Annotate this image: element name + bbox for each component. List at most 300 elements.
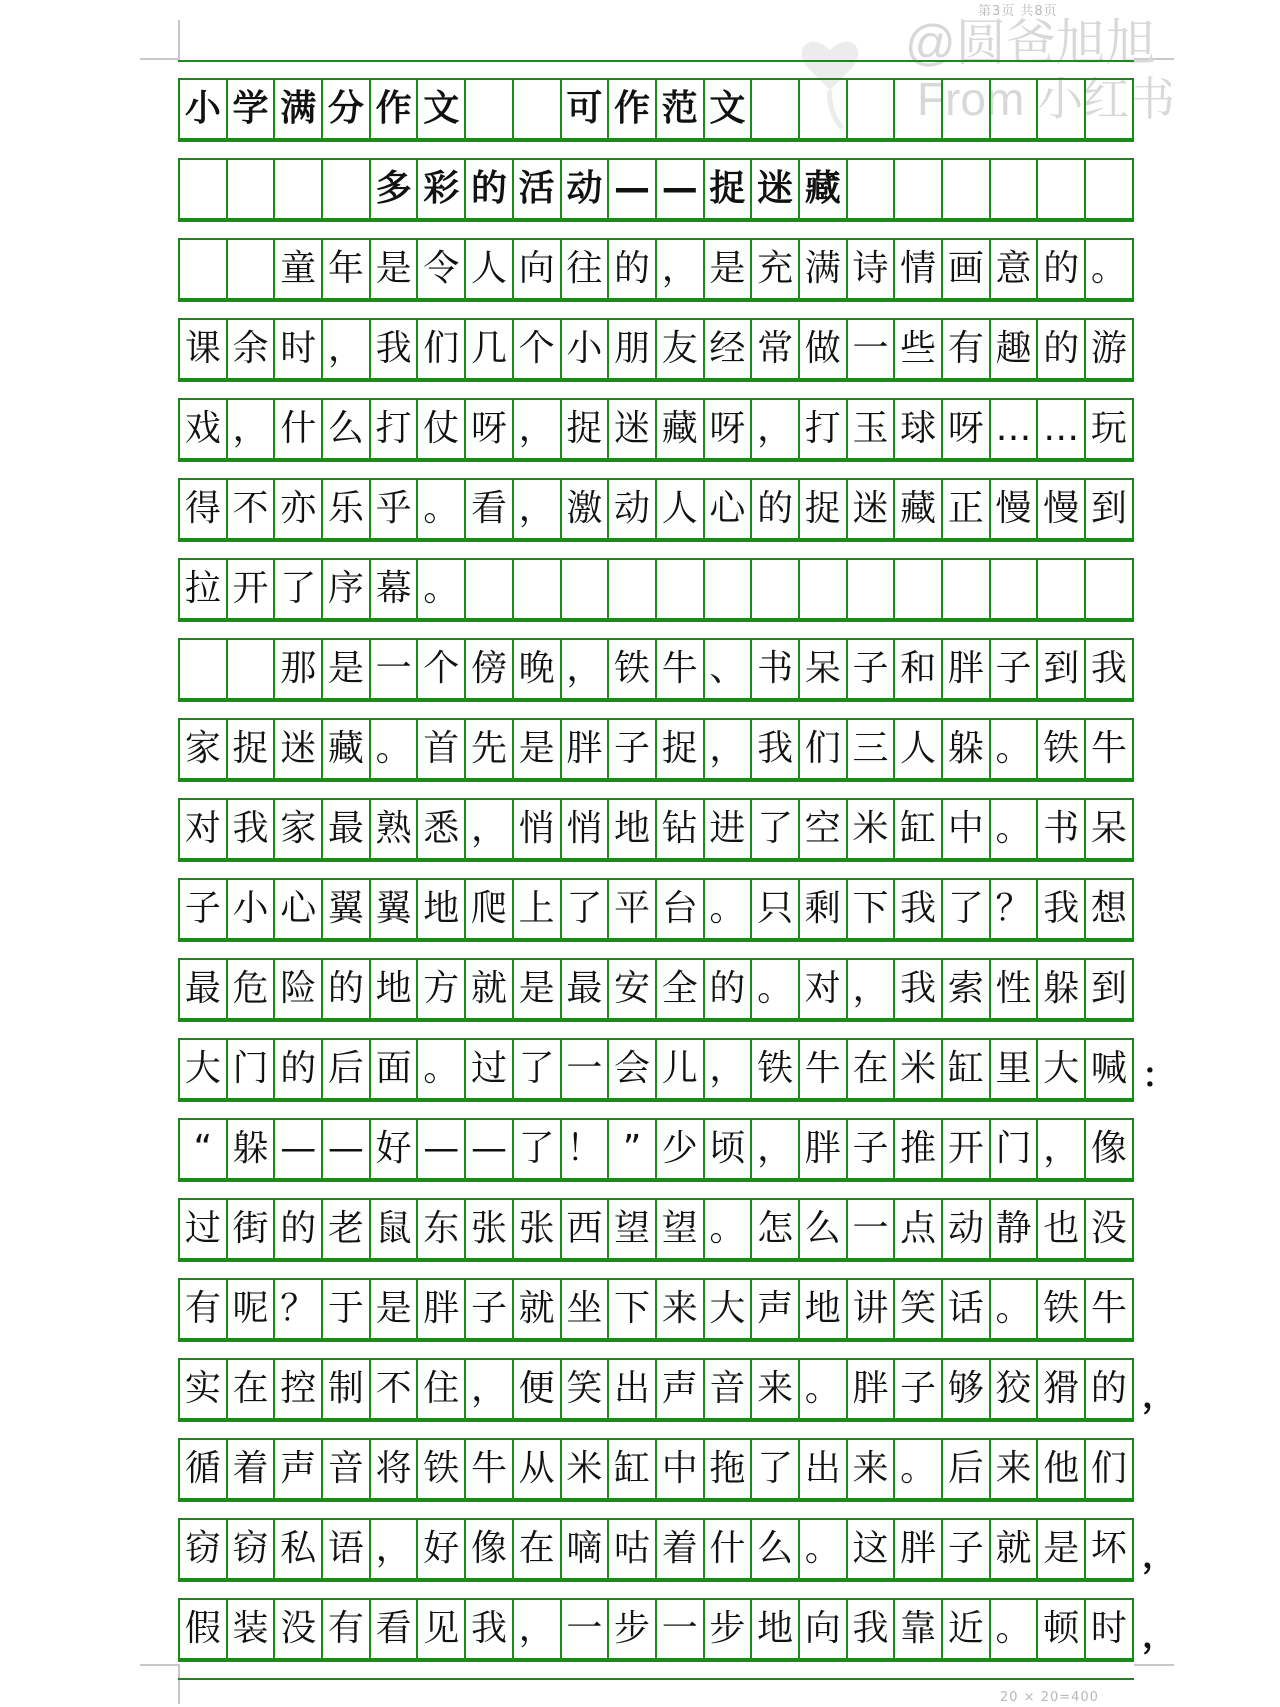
grid-cell: 戏: [180, 400, 228, 458]
grid-cell: 游: [1086, 320, 1134, 378]
grid-cell: 张: [466, 1200, 514, 1258]
grid-cell: 牛: [1086, 720, 1134, 778]
grid-cell: 进: [705, 800, 753, 858]
grid-cell: 时: [275, 320, 323, 378]
grid-cell: [943, 560, 991, 618]
grid-cell: 人: [466, 240, 514, 298]
grid-cell: —: [609, 160, 657, 218]
grid-cell: 于: [323, 1280, 371, 1338]
grid-row: [178, 478, 1134, 540]
grid-cell: 们: [1086, 1440, 1134, 1498]
grid-cell: 。: [991, 720, 1039, 778]
grid-cell: 近: [943, 1600, 991, 1658]
grid-cell: 了: [752, 800, 800, 858]
grid-cell: 音: [323, 1440, 371, 1498]
grid-cell: 们: [800, 720, 848, 778]
grid-cell: 乐: [323, 480, 371, 538]
grid-cell: 只: [752, 880, 800, 938]
grid-cell: —: [657, 160, 705, 218]
grid-cell: [657, 560, 705, 618]
grid-band: [178, 60, 1134, 140]
grid-cell: 他: [1038, 1440, 1086, 1498]
grid-cell: 后: [323, 1040, 371, 1098]
grid-cell: ，: [1038, 1120, 1086, 1178]
grid-cell: 中: [943, 800, 991, 858]
grid-cell: 就: [466, 960, 514, 1018]
grid-cell: 文: [418, 80, 466, 138]
grid-cell: 里: [991, 1040, 1039, 1098]
grid-cell: 开: [943, 1120, 991, 1178]
grid-cell: 做: [800, 320, 848, 378]
grid-cell: 望: [657, 1200, 705, 1258]
grid-cell: 呀: [705, 400, 753, 458]
grid-cell: 捉: [800, 480, 848, 538]
grid-cell: 上: [514, 880, 562, 938]
grid-cell: 子: [895, 1360, 943, 1418]
grid-cell: 门: [991, 1120, 1039, 1178]
grid-cell: 乎: [371, 480, 419, 538]
gap-strip: [178, 780, 1134, 800]
grid-cell: 最: [562, 960, 610, 1018]
grid-cell: 慢: [991, 480, 1039, 538]
grid-cell: [895, 160, 943, 218]
grid-cell: 家: [180, 720, 228, 778]
grid-cell: 实: [180, 1360, 228, 1418]
grid-cell: 装: [228, 1600, 276, 1658]
grid-cell: ，: [705, 720, 753, 778]
grid-cell: 胖: [943, 640, 991, 698]
grid-cell: [895, 560, 943, 618]
grid-cell: 的: [1086, 1360, 1134, 1418]
grid-cell: 子: [848, 640, 896, 698]
grid-cell: [848, 160, 896, 218]
grid-cell: 地: [371, 960, 419, 1018]
grid-cell: 朋: [609, 320, 657, 378]
grid-cell: 不: [228, 480, 276, 538]
grid-cell: 什: [275, 400, 323, 458]
grid-row: [178, 78, 1134, 140]
grid-cell: 来: [752, 1360, 800, 1418]
grid-cell: 书: [1038, 800, 1086, 858]
grid-cell: 推: [895, 1120, 943, 1178]
grid-cell: ，: [514, 1600, 562, 1658]
grid-cell: 怎: [752, 1200, 800, 1258]
grid-cell: 打: [800, 400, 848, 458]
grid-cell: 有: [180, 1280, 228, 1338]
manuscript-grid: [178, 60, 1134, 1680]
grid-cell: 最: [323, 800, 371, 858]
grid-cell: 少: [657, 1120, 705, 1178]
trailing-punctuation: ，: [1142, 1376, 1176, 1416]
grid-cell: 看: [371, 1600, 419, 1658]
grid-cell: 我: [895, 960, 943, 1018]
grid-cell: 的: [323, 960, 371, 1018]
grid-cell: 缸: [943, 1040, 991, 1098]
grid-cell: 子: [609, 720, 657, 778]
grid-cell: 也: [1038, 1200, 1086, 1258]
gap-strip: [178, 1420, 1134, 1440]
grid-cell: ？: [275, 1280, 323, 1338]
grid-cell: 儿: [657, 1040, 705, 1098]
grid-cell: 在: [848, 1040, 896, 1098]
grid-cell: 一: [562, 1600, 610, 1658]
grid-cell: 西: [562, 1200, 610, 1258]
grid-cell: 小: [180, 80, 228, 138]
grid-cell: 满: [800, 240, 848, 298]
grid-cell: 人: [895, 720, 943, 778]
grid-cell: [752, 80, 800, 138]
grid-cell: 中: [657, 1440, 705, 1498]
grid-cell: 晚: [514, 640, 562, 698]
grid-cell: 。: [991, 800, 1039, 858]
grid-cell: 拖: [705, 1440, 753, 1498]
gap-strip: [178, 1260, 1134, 1280]
grid-cell: 我: [895, 880, 943, 938]
grid-cell: 过: [466, 1040, 514, 1098]
grid-cell: 往: [562, 240, 610, 298]
grid-row: [178, 1358, 1134, 1420]
grid-cell: 。: [800, 1360, 848, 1418]
grid-cell: —: [323, 1120, 371, 1178]
grid-band: [178, 1020, 1134, 1100]
grid-cell: 在: [514, 1520, 562, 1578]
grid-cell: 了: [943, 880, 991, 938]
grid-cell: 到: [1086, 480, 1134, 538]
grid-cell: [228, 160, 276, 218]
grid-cell: 什: [705, 1520, 753, 1578]
grid-band: [178, 1580, 1134, 1660]
page-header: 第3页 共8页: [978, 4, 1058, 19]
grid-cell: 后: [943, 1440, 991, 1498]
grid-cell: ，: [371, 1520, 419, 1578]
grid-cell: 是: [371, 1280, 419, 1338]
grid-cell: 声: [657, 1360, 705, 1418]
grid-cell: 有: [943, 320, 991, 378]
grid-cell: 傍: [466, 640, 514, 698]
grid-cell: 从: [514, 1440, 562, 1498]
grid-cell: 像: [1086, 1120, 1134, 1178]
grid-cell: 见: [418, 1600, 466, 1658]
grid-cell: 铁: [418, 1440, 466, 1498]
grid-cell: 。: [705, 1200, 753, 1258]
grid-cell: 是: [323, 640, 371, 698]
grid-cell: 捉: [657, 720, 705, 778]
grid-cell: 地: [418, 880, 466, 938]
grid-cell: 了: [752, 1440, 800, 1498]
gap-strip: [178, 940, 1134, 960]
grid-cell: 好: [418, 1520, 466, 1578]
grid-cell: 分: [323, 80, 371, 138]
grid-row: [178, 398, 1134, 460]
grid-cell: 笑: [562, 1360, 610, 1418]
grid-cell: 够: [943, 1360, 991, 1418]
grid-cell: [991, 560, 1039, 618]
gap-strip: [178, 620, 1134, 640]
grid-cell: 的: [1038, 320, 1086, 378]
gap-strip: [178, 300, 1134, 320]
gap-strip: [178, 1180, 1134, 1200]
grid-cell: 么: [323, 400, 371, 458]
grid-cell: 打: [371, 400, 419, 458]
grid-cell: 作: [609, 80, 657, 138]
grid-cell: 米: [562, 1440, 610, 1498]
grid-cell: ，: [848, 960, 896, 1018]
grid-cell: 个: [418, 640, 466, 698]
grid-cell: —: [466, 1120, 514, 1178]
grid-cell: 坐: [562, 1280, 610, 1338]
grid-cell: 些: [895, 320, 943, 378]
grid-cell: 一: [848, 320, 896, 378]
grid-cell: 爬: [466, 880, 514, 938]
grid-cell: 的: [275, 1200, 323, 1258]
grid-cell: 。: [991, 1600, 1039, 1658]
grid-cell: 话: [943, 1280, 991, 1338]
grid-cell: [514, 560, 562, 618]
grid-cell: 先: [466, 720, 514, 778]
gap-strip: [178, 60, 1134, 80]
grid-band: [178, 1100, 1134, 1180]
grid-row: [178, 558, 1134, 620]
grid-row: [178, 238, 1134, 300]
grid-cell: 动: [943, 1200, 991, 1258]
grid-cell: 子: [991, 640, 1039, 698]
grid-row: [178, 958, 1134, 1020]
grid-cell: [800, 560, 848, 618]
grid-cell: 翼: [323, 880, 371, 938]
grid-band: [178, 700, 1134, 780]
grid-cell: 铁: [1038, 1280, 1086, 1338]
grid-cell: [752, 560, 800, 618]
grid-cell: 铁: [1038, 720, 1086, 778]
grid-cell: 趣: [991, 320, 1039, 378]
grid-cell: 下: [609, 1280, 657, 1338]
grid-cell: 序: [323, 560, 371, 618]
grid-cell: 。: [371, 720, 419, 778]
grid-cell: 亦: [275, 480, 323, 538]
grid-row: [178, 318, 1134, 380]
watermark-source: From 小红书: [917, 73, 1176, 125]
grid-band: [178, 380, 1134, 460]
grid-cell: ，: [514, 480, 562, 538]
grid-cell: [180, 640, 228, 698]
grid-cell: ！: [562, 1120, 610, 1178]
grid-cell: 得: [180, 480, 228, 538]
trailing-punctuation: ，: [1142, 1616, 1176, 1656]
grid-cell: 地: [800, 1280, 848, 1338]
grid-cell: 胖: [418, 1280, 466, 1338]
grid-cell: 窃: [228, 1520, 276, 1578]
grid-cell: ，: [657, 240, 705, 298]
grid-band: [178, 860, 1134, 940]
grid-cell: 我: [371, 320, 419, 378]
grid-cell: [705, 560, 753, 618]
grid-cell: 是: [514, 720, 562, 778]
grid-cell: 向: [800, 1600, 848, 1658]
grid-cell: 我: [466, 1600, 514, 1658]
grid-cell: [943, 80, 991, 138]
grid-cell: 着: [657, 1520, 705, 1578]
grid-cell: 令: [418, 240, 466, 298]
grid-cell: 声: [275, 1440, 323, 1498]
grid-cell: 了: [514, 1040, 562, 1098]
grid-cell: 出: [609, 1360, 657, 1418]
grid-cell: 一: [371, 640, 419, 698]
grid-cell: ，: [466, 800, 514, 858]
grid-cell: 了: [562, 880, 610, 938]
grid-cell: ？: [991, 880, 1039, 938]
grid-cell: [180, 240, 228, 298]
grid-cell: 全: [657, 960, 705, 1018]
grid-cell: 文: [705, 80, 753, 138]
gap-strip: [178, 380, 1134, 400]
grid-row: [178, 1518, 1134, 1580]
grid-cell: 活: [514, 160, 562, 218]
grid-cell: 子: [466, 1280, 514, 1338]
grid-cell: [848, 80, 896, 138]
grid-cell: 那: [275, 640, 323, 698]
grid-cell: 我: [848, 1600, 896, 1658]
grid-cell: 步: [705, 1600, 753, 1658]
grid-cell: 呢: [228, 1280, 276, 1338]
grid-cell: 牛: [800, 1040, 848, 1098]
grid-cell: 语: [323, 1520, 371, 1578]
grid-cell: 幕: [371, 560, 419, 618]
grid-cell: 。: [705, 880, 753, 938]
grid-band: [178, 1180, 1134, 1260]
grid-cell: 米: [848, 800, 896, 858]
grid-cell: 在: [228, 1360, 276, 1418]
grid-row: [178, 1198, 1134, 1260]
grid-cell: 躲: [943, 720, 991, 778]
grid-cell: 家: [275, 800, 323, 858]
grid-cell: 老: [323, 1200, 371, 1258]
grid-cell: 像: [466, 1520, 514, 1578]
grid-cell: 是: [371, 240, 419, 298]
grid-cell: 地: [752, 1600, 800, 1658]
grid-cell: 时: [1086, 1600, 1134, 1658]
grid-cell: 动: [562, 160, 610, 218]
grid-cell: 和: [895, 640, 943, 698]
grid-cell: 牛: [466, 1440, 514, 1498]
grid-cell: ，: [705, 1040, 753, 1098]
grid-cell: 捉: [228, 720, 276, 778]
grid-cell: 好: [371, 1120, 419, 1178]
grid-cell: 满: [275, 80, 323, 138]
gap-strip: [178, 700, 1134, 720]
grid-cell: 讲: [848, 1280, 896, 1338]
grid-cell: 子: [943, 1520, 991, 1578]
grid-cell: 过: [180, 1200, 228, 1258]
grid-cell: [943, 160, 991, 218]
crop-mark: [1134, 1664, 1174, 1666]
grid-cell: 情: [895, 240, 943, 298]
gap-strip: [178, 860, 1134, 880]
grid-cell: 望: [609, 1200, 657, 1258]
grid-cell: ，: [752, 400, 800, 458]
grid-cell: 嘀: [562, 1520, 610, 1578]
grid-cell: 顷: [705, 1120, 753, 1178]
grid-cell: 大: [1038, 1040, 1086, 1098]
grid-band: [178, 220, 1134, 300]
gap-strip: [178, 140, 1134, 160]
grid-cell: 猾: [1038, 1360, 1086, 1418]
grid-row: [178, 798, 1134, 860]
grid-cell: 咕: [609, 1520, 657, 1578]
grid-cell: 课: [180, 320, 228, 378]
grid-cell: 有: [323, 1600, 371, 1658]
grid-cell: 迷: [752, 160, 800, 218]
grid-cell: 迷: [609, 400, 657, 458]
grid-cell: 对: [180, 800, 228, 858]
grid-cell: 来: [657, 1280, 705, 1338]
grid-cell: 我: [1038, 880, 1086, 938]
gap-strip: [178, 1580, 1134, 1600]
grid-cell: 台: [657, 880, 705, 938]
grid-cell: [1038, 560, 1086, 618]
grid-cell: [800, 80, 848, 138]
grid-cell: [848, 560, 896, 618]
crop-mark: [140, 1664, 180, 1666]
grid-cell: 索: [943, 960, 991, 1018]
grid-cell: 牛: [1086, 1280, 1134, 1338]
grid-cell: ，: [514, 400, 562, 458]
grid-cell: 笑: [895, 1280, 943, 1338]
grid-row: [178, 1278, 1134, 1340]
grid-band: [178, 300, 1134, 380]
grid-cell: 着: [228, 1440, 276, 1498]
grid-cell: [180, 160, 228, 218]
grid-cell: 藏: [800, 160, 848, 218]
grid-band: [178, 1340, 1134, 1420]
grid-cell: 捉: [705, 160, 753, 218]
grid-cell: 、: [705, 640, 753, 698]
grid-cell: 对: [800, 960, 848, 1018]
grid-cell: 开: [228, 560, 276, 618]
grid-band: [178, 1420, 1134, 1500]
grid-cell: ，: [752, 1120, 800, 1178]
grid-cell: [1038, 80, 1086, 138]
grid-cell: 球: [895, 400, 943, 458]
grid-cell: 子: [848, 1120, 896, 1178]
grid-cell: 靠: [895, 1600, 943, 1658]
grid-cell: 到: [1038, 640, 1086, 698]
grid-cell: 张: [514, 1200, 562, 1258]
grid-cell: 鼠: [371, 1200, 419, 1258]
grid-cell: [514, 80, 562, 138]
grid-cell: 躲: [1038, 960, 1086, 1018]
trailing-punctuation: ，: [1142, 1536, 1176, 1576]
grid-cell: 年: [323, 240, 371, 298]
grid-row: [178, 1038, 1134, 1100]
grid-cell: 悉: [418, 800, 466, 858]
grid-cell: [1086, 80, 1134, 138]
grid-cell: 的: [609, 240, 657, 298]
grid-cell: 。: [752, 960, 800, 1018]
grid-cell: 子: [180, 880, 228, 938]
grid-cell: 的: [466, 160, 514, 218]
grid-cell: 多: [371, 160, 419, 218]
grid-cell: 我: [1086, 640, 1134, 698]
grid-cell: 来: [848, 1440, 896, 1498]
grid-cell: 到: [1086, 960, 1134, 1018]
grid-cell: 的: [752, 480, 800, 538]
grid-cell: 剩: [800, 880, 848, 938]
grid-band: [178, 140, 1134, 220]
grid-cell: 喊: [1086, 1040, 1134, 1098]
grid-cell: 迷: [848, 480, 896, 538]
grid-cell: 么: [800, 1200, 848, 1258]
grid-cell: 铁: [752, 1040, 800, 1098]
